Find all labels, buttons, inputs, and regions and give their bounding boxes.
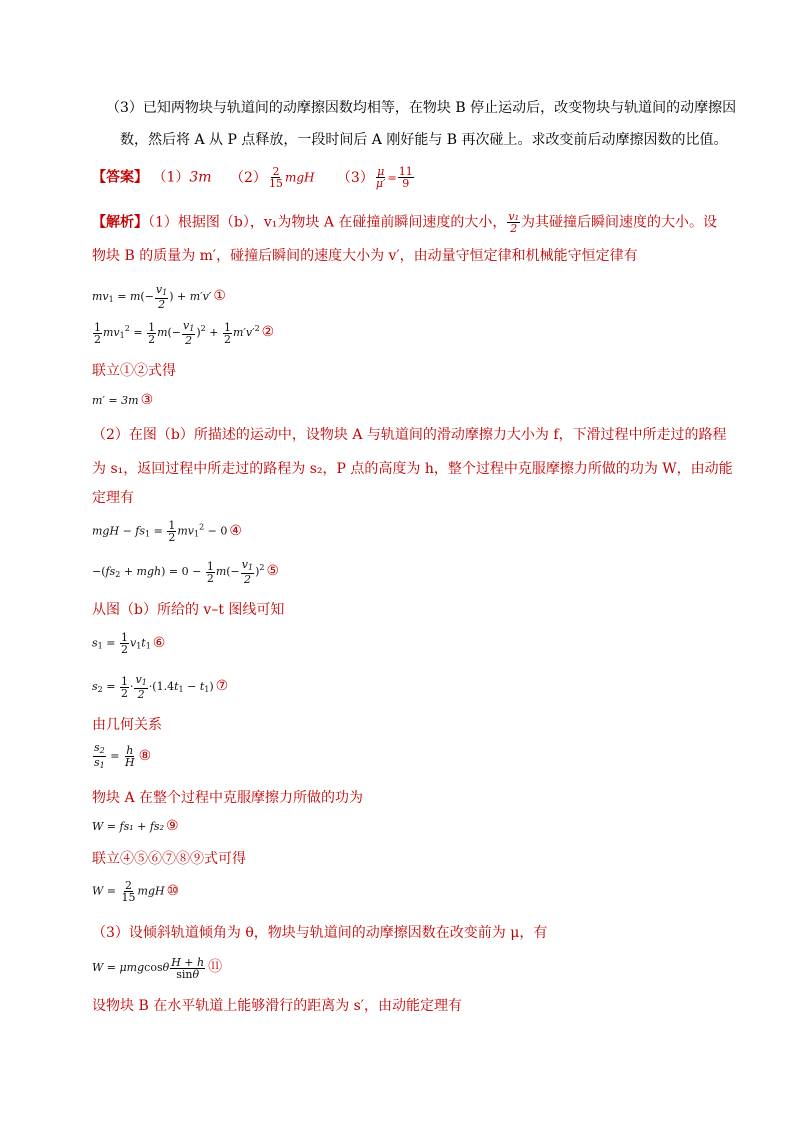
answer-label: 【答案】 — [92, 169, 148, 186]
equation-3-text: m′ = 3m — [92, 394, 139, 407]
equation-5: $-(fs_2 + mgh) = 0$ − $\frac{1}{2}$ m(− $\frac{v_1}{2}$ )$^2$ ⑤ — [92, 558, 280, 586]
analysis-line-2: 物块 B 的质量为 m′，碰撞后瞬间的速度大小为 v′，由动量守恒定律和机械能守恒定律有 — [92, 248, 638, 264]
equation-7-mark: ⑦ — [215, 678, 229, 694]
question-3-line-1: （3）已知两物块与轨道间的动摩擦因数均相等，在物块 B 停止运动后，改变物块与轨道间的动摩擦因 — [106, 100, 737, 116]
equation-10-mark: ⑩ — [166, 882, 180, 899]
part-2-line-2: 为 s₁，返回过程中所走过的路程为 s₂，P 点的高度为 h，整个过程中克服摩擦力所做的功为 W，由动能 — [92, 461, 733, 477]
analysis-line-1 — [92, 211, 717, 234]
analysis-line-1-b: 为其碰撞后瞬间速度的大小。设 — [521, 214, 718, 231]
equation-11-mark: ⑪ — [208, 959, 223, 975]
equation-1-mark: ① — [213, 288, 226, 304]
answer-part-3-label: （3） — [336, 169, 374, 186]
answer-3-left-num: μ — [377, 165, 385, 178]
equation-7: $s_2$ = $\frac{1}{2}$ · $\frac{v_1}{2}$ $\cdot(1.4t_1 - t_1)$ ⑦ — [92, 673, 229, 701]
answer-3-right-fraction — [398, 166, 414, 189]
combine-1-2: 联立①②式得 — [92, 363, 176, 379]
part-3-line-2: 设物块 B 在水平轨道上能够滑行的距离为 s′，由动能定理有 — [92, 998, 463, 1014]
equation-4-mark: ④ — [229, 522, 242, 539]
answer-line — [92, 166, 415, 189]
answer-part-1-label: （1） — [152, 169, 190, 186]
equation-8-mark: ⑧ — [138, 747, 152, 764]
v1-half-fraction — [507, 211, 520, 234]
analysis-label: 【解析】 — [92, 214, 148, 231]
part-3-line-1: （3）设倾斜轨道倾角为 θ，物块与轨道间的动摩擦因数在改变前为 μ，有 — [92, 925, 548, 941]
part-2-line-3: 定理有 — [92, 490, 134, 506]
from-graph-line: 从图（b）所给的 v–t 图线可知 — [92, 602, 285, 618]
v1-half-num: v₁ — [508, 210, 520, 223]
equation-3 — [92, 392, 153, 408]
answer-3-left-fraction — [375, 166, 387, 189]
answer-2-den: 15 — [268, 177, 283, 190]
geometry-line: 由几何关系 — [92, 717, 162, 733]
answer-2-fraction — [268, 166, 284, 189]
answer-2-num: 2 — [272, 165, 280, 178]
analysis-line-1-a: （1）根据图（b），v₁为物块 A 在碰撞前瞬间速度的大小， — [148, 214, 507, 231]
answer-3-equals: = — [387, 171, 397, 185]
answer-part-2-label: （2） — [230, 169, 267, 186]
part-2-line-1: （2）在图（b）所描述的运动中，设物块 A 与轨道间的滑动摩擦力大小为 f，下滑过程中所走过的路程 — [92, 427, 727, 443]
equation-9 — [92, 818, 179, 834]
equation-4: mgH − $fs_1$ = $\frac{1}{2}$ $mv_1^2 - 0$ ④ — [92, 519, 242, 544]
equation-3-mark: ③ — [140, 392, 154, 408]
work-line: 物块 A 在整个过程中克服摩擦力所做的功为 — [92, 790, 364, 806]
answer-3-right-den: 9 — [402, 177, 410, 190]
answer-1: 3m — [189, 169, 212, 186]
equation-1: $mv_1 = m(-$ $\frac{v_1}{2}$ ) + m′v′ ① — [92, 283, 226, 311]
answer-3-right-num: 11 — [398, 165, 413, 178]
combine-4-9: 联立④⑤⑥⑦⑧⑨式可得 — [92, 851, 246, 867]
answer-3-left-den: μ′ — [375, 177, 386, 190]
equation-9-text: W = fs₁ + fs₂ — [92, 820, 164, 833]
answer-2-tail: mgH — [284, 170, 315, 185]
equation-2: $\frac{1}{2}$ $mv_1^2$ = $\frac{1}{2}$ m(− $\frac{v_1}{2}$ )$^2$ + $\frac{1}{2}$ $m'v'^2$ ② — [94, 319, 275, 347]
equation-6: $s_1$ = $\frac{1}{2}$ $v_1t_1$ ⑥ — [92, 631, 166, 656]
v1-half-den: 2 — [510, 222, 518, 235]
equation-10: W = $\frac{2}{15}$ mgH ⑩ — [92, 879, 180, 904]
equation-5-mark: ⑤ — [266, 563, 280, 579]
question-3-line-2: 数，然后将 A 从 P 点释放，一段时间后 A 刚好能与 B 再次碰上。求改变前后动摩擦因数的比值。 — [120, 132, 728, 148]
equation-6-mark: ⑥ — [152, 634, 166, 651]
equation-2-mark: ② — [261, 324, 275, 340]
equation-11: W = μmgcosθ $\frac{H + h}{\sin\theta}$ ⑪ — [92, 955, 223, 981]
equation-8: $\frac{s_2}{s_1}$ = $\frac{h}{H}$ ⑧ — [94, 741, 152, 770]
equation-9-mark: ⑨ — [165, 818, 179, 834]
